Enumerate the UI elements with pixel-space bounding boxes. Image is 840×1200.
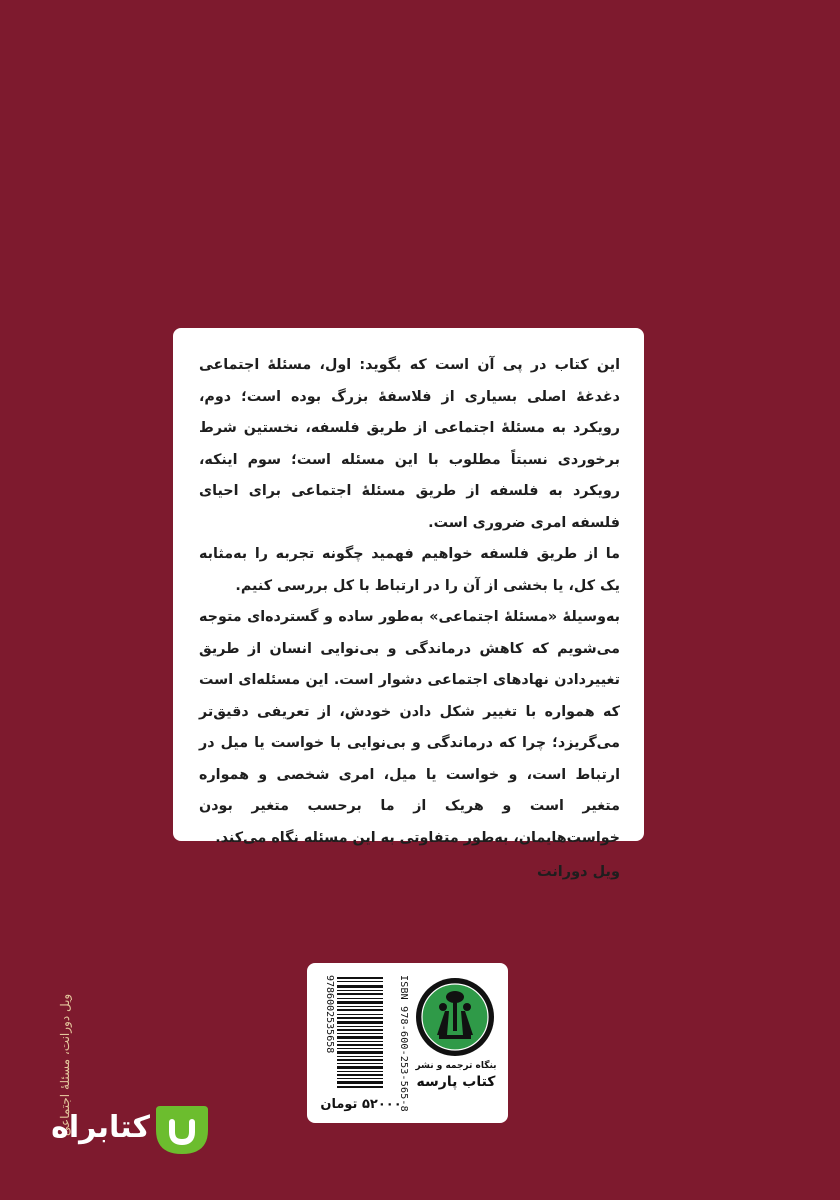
publisher-name: کتاب پارسه [416,1074,496,1090]
barcode-digits: 9786002535658 [324,975,335,1054]
blurb-paragraph-1: این کتاب در پی آن است که بگوید: اول، مسئلهٔ اجتماعی دغدغهٔ اصلی بسیاری از فلاسفهٔ بزرگ بوده است؛ دوم، رویکرد به مسئلهٔ اجتماعی از طریق فلسفه، نخستین شرط برخوردی نسبتاً مطلوب با این مسئله است؛ سوم اینکه، رویکرد به فلسفه از طریق مسئلهٔ اجتماعی برای احیای فلسفه امری ضروری است. [199,357,620,531]
blurb-panel [173,328,644,880]
publisher-logo-icon [415,977,495,1057]
barcode-card [307,963,508,1123]
ketabrah-watermark[interactable] [38,1096,218,1162]
publisher-line: بنگاه ترجمه و نشر [415,1061,497,1071]
price-label: ۵۲۰۰۰ تومان [320,1097,402,1112]
blurb-paragraph-3: به‌وسیلهٔ «مسئلهٔ اجتماعی» به‌طور ساده و گسترده‌ای متوجه می‌شویم که کاهش درماندگی و بی‌نوایی انسان از طریق تغییردادن نهادهای اجتماعی دشوار است. این مسئله‌ای است که همواره با تغییر شکل دادن خودش، از تعریفی دقیق‌تر می‌گریزد؛ چرا که درماندگی و بی‌نوایی با خواست یا میل در ارتباط است، و خواست یا میل، امری شخصی و همواره متغیر است و هریک از ما برحسب متغیر بودن خواست‌هایمان، به‌طور متفاوتی به این مسئله نگاه می‌کند. [199,609,620,846]
spine-signature-text: ویل دورانت، مسئلهٔ اجتماعی [58,993,72,1136]
author-name: ویل دورانت [536,864,620,880]
watermark-text: کتابراه [51,1110,150,1145]
blurb-paragraph-2: ما از طریق فلسفه خواهیم فهمید چگونه تجربه را به‌مثابه یک کل، یا بخشی از آن را در ارتباط با کل بررسی کنیم. [199,546,620,594]
isbn-label: ISBN 978-600-253-565-8 [398,975,409,1112]
ketabrah-logo-icon [152,1100,212,1158]
